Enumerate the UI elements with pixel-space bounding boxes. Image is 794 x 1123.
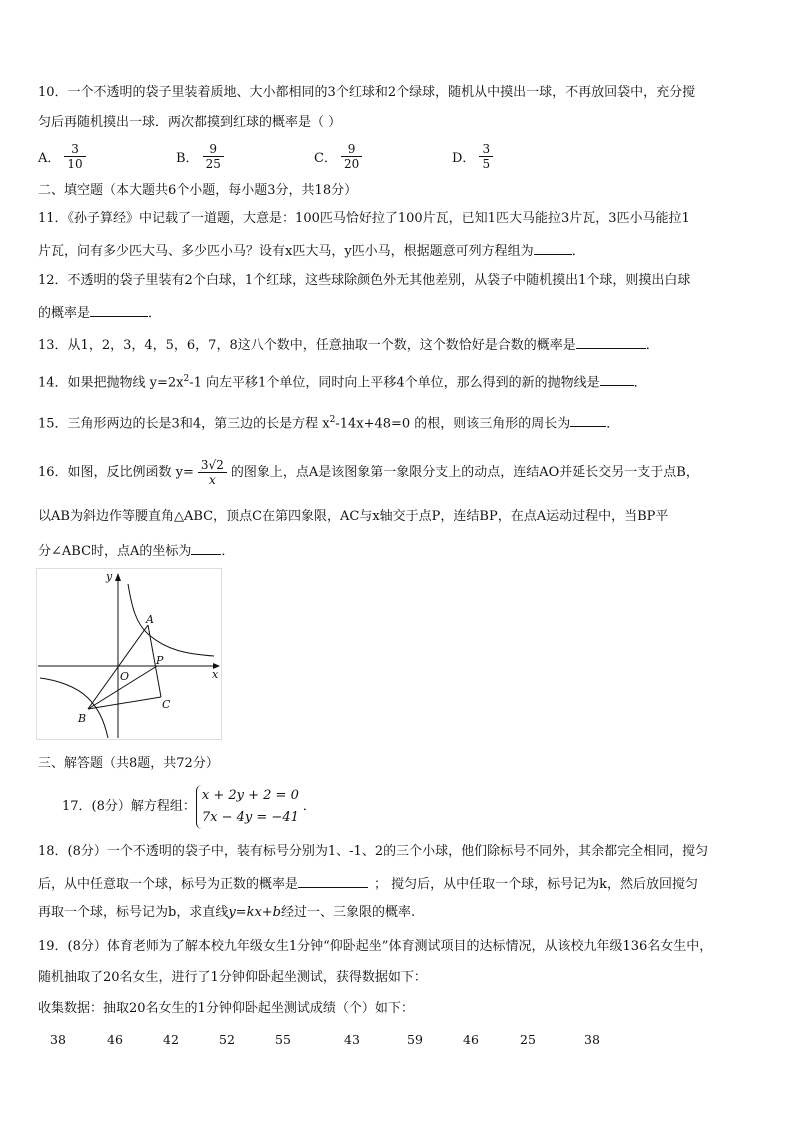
- option-a[interactable]: A． $\frac{3}{10}$: [38, 142, 90, 171]
- hyperbola-branch-2: [40, 678, 108, 738]
- data-value: 46: [107, 1032, 123, 1047]
- option-d[interactable]: D． $\frac{3}{5}$: [452, 142, 497, 171]
- question-11-line-2: 片瓦，问有多少匹大马、多少匹小马？设有x匹大马，y匹小马，根据题意可列方程组为 ．: [38, 240, 585, 261]
- question-13: 13．从1，2，3，4，5，6，7，8这八个数中，任意抽取一个数，这个数恰好是合数的概率是 ．: [38, 334, 659, 355]
- answer-blank[interactable]: [576, 334, 646, 349]
- answer-blank[interactable]: [90, 302, 148, 317]
- question-17: 17．(8分）解方程组： x + 2y + 2 = 0 7x − 4y = −41 ．: [38, 785, 316, 829]
- y-axis-arrow-icon: [115, 573, 121, 581]
- label-a: A: [146, 613, 154, 626]
- answer-blank[interactable]: [534, 240, 572, 255]
- answer-blank[interactable]: [570, 412, 606, 427]
- question-12-line-1: 12．不透明的袋子里装有2个白球，1个红球，这些球除颜色外无其他差别，从袋子中随机摸出1个球，则摸出白球: [38, 273, 691, 288]
- label-x: x: [212, 668, 219, 681]
- answer-blank[interactable]: [600, 371, 634, 386]
- question-10-line-2: 匀后再随机摸出一球．两次都摸到红球的概率是（ ）: [38, 115, 342, 130]
- question-12-line-2: 的概率是 ．: [38, 302, 161, 323]
- q16-coordinate-figure: [36, 568, 222, 740]
- data-value: 55: [275, 1032, 291, 1047]
- question-18-line-1: 18．(8分）一个不透明的袋子中，装有标号分别为1、-1、2的三个小球，他们除标号不同外，其余都完全相同，搅匀: [38, 844, 709, 859]
- question-16-line-1: 16．如图，反比例函数 y= $\frac{3√2}{x}$ 的图象上，点A是该图象第一象限分支上的动点，连结AO并延长交另一支于点B，: [38, 458, 699, 487]
- data-value: 43: [344, 1032, 360, 1047]
- option-a-fraction: $\frac{3}{10}$: [64, 142, 85, 171]
- question-11-line-1: 11．《孙子算经》中记载了一道题，大意是：100匹马恰好拉了100片瓦，已知1匹大马能拉3片瓦，3匹小马能拉1: [38, 211, 690, 226]
- label-c: C: [162, 698, 171, 711]
- question-16-line-2: 以AB为斜边作等腰直角△ABC，顶点C在第四象限，AC与x轴交于点P，连结BP，在点A运动过程中，当BP平: [38, 509, 669, 524]
- inverse-function-fraction: $\frac{3√2}{x}$: [198, 458, 227, 487]
- data-value: 59: [407, 1032, 423, 1047]
- option-d-fraction: $\frac{3}{5}$: [479, 142, 493, 171]
- option-c[interactable]: C． $\frac{9}{20}$: [314, 142, 366, 171]
- section-2-heading: 二、填空题（本大题共6个小题，每小题3分，共18分）: [38, 183, 358, 198]
- label-p: P: [156, 654, 164, 667]
- data-value: 42: [163, 1032, 179, 1047]
- segment-bc: [88, 697, 161, 709]
- option-b[interactable]: B． $\frac{9}{25}$: [176, 142, 228, 171]
- data-value: 52: [219, 1032, 235, 1047]
- label-o: O: [120, 670, 130, 683]
- label-y: y: [106, 570, 113, 583]
- data-value: 38: [50, 1032, 66, 1047]
- answer-blank[interactable]: [191, 540, 221, 555]
- question-19-line-3: 收集数据：抽取20名女生的1分钟仰卧起坐测试成绩（个）如下：: [38, 1001, 414, 1016]
- data-value: 38: [584, 1032, 600, 1047]
- question-18-line-2: 后，从中任意取一个球，标号为正数的概率是 ； 搅匀后，从中任取一个球，标号记为k，然后放回搅匀: [38, 873, 698, 894]
- label-b: B: [78, 712, 87, 725]
- data-value: 25: [520, 1032, 536, 1047]
- question-18-line-3: 再取一个球，标号记为b，求直线y=kx+b经过一、三象限的概率.: [38, 905, 416, 920]
- option-b-fraction: $\frac{9}{25}$: [203, 142, 224, 171]
- equation-system: x + 2y + 2 = 0 7x − 4y = −41: [196, 785, 299, 829]
- question-16-line-3: 分∠ABC时，点A的坐标为 ．: [38, 540, 234, 561]
- question-19-line-2: 随机抽取了20名女生，进行了1分钟仰卧起坐测试，获得数据如下：: [38, 970, 427, 985]
- question-14: 14．如果把抛物线 $y=2x^2-1$ 向左平移1个单位，同时向上平移4个单位，那么得到的新的抛物线是 ．: [38, 370, 647, 392]
- section-3-heading: 三、解答题（共8题，共72分）: [38, 756, 219, 771]
- data-value: 46: [463, 1032, 479, 1047]
- hyperbola-branch-1: [128, 584, 214, 656]
- answer-blank[interactable]: [298, 873, 368, 888]
- question-15: 15．三角形两边的长是3和4，第三边的长是方程 $x^2-14x+48=0$ 的根，则该三角形的周长为 ．: [38, 411, 619, 433]
- question-10-line-1: 10．一个不透明的袋子里装着质地、大小都相同的3个红球和2个绿球，随机从中摸出一球，不再放回袋中，充分搅: [38, 85, 696, 100]
- option-c-fraction: $\frac{9}{20}$: [341, 142, 362, 171]
- question-19-line-1: 19．(8分）体育老师为了解本校九年级女生1分钟“仰卧起坐”体育测试项目的达标情况，从该校九年级136名女生中，: [38, 939, 713, 954]
